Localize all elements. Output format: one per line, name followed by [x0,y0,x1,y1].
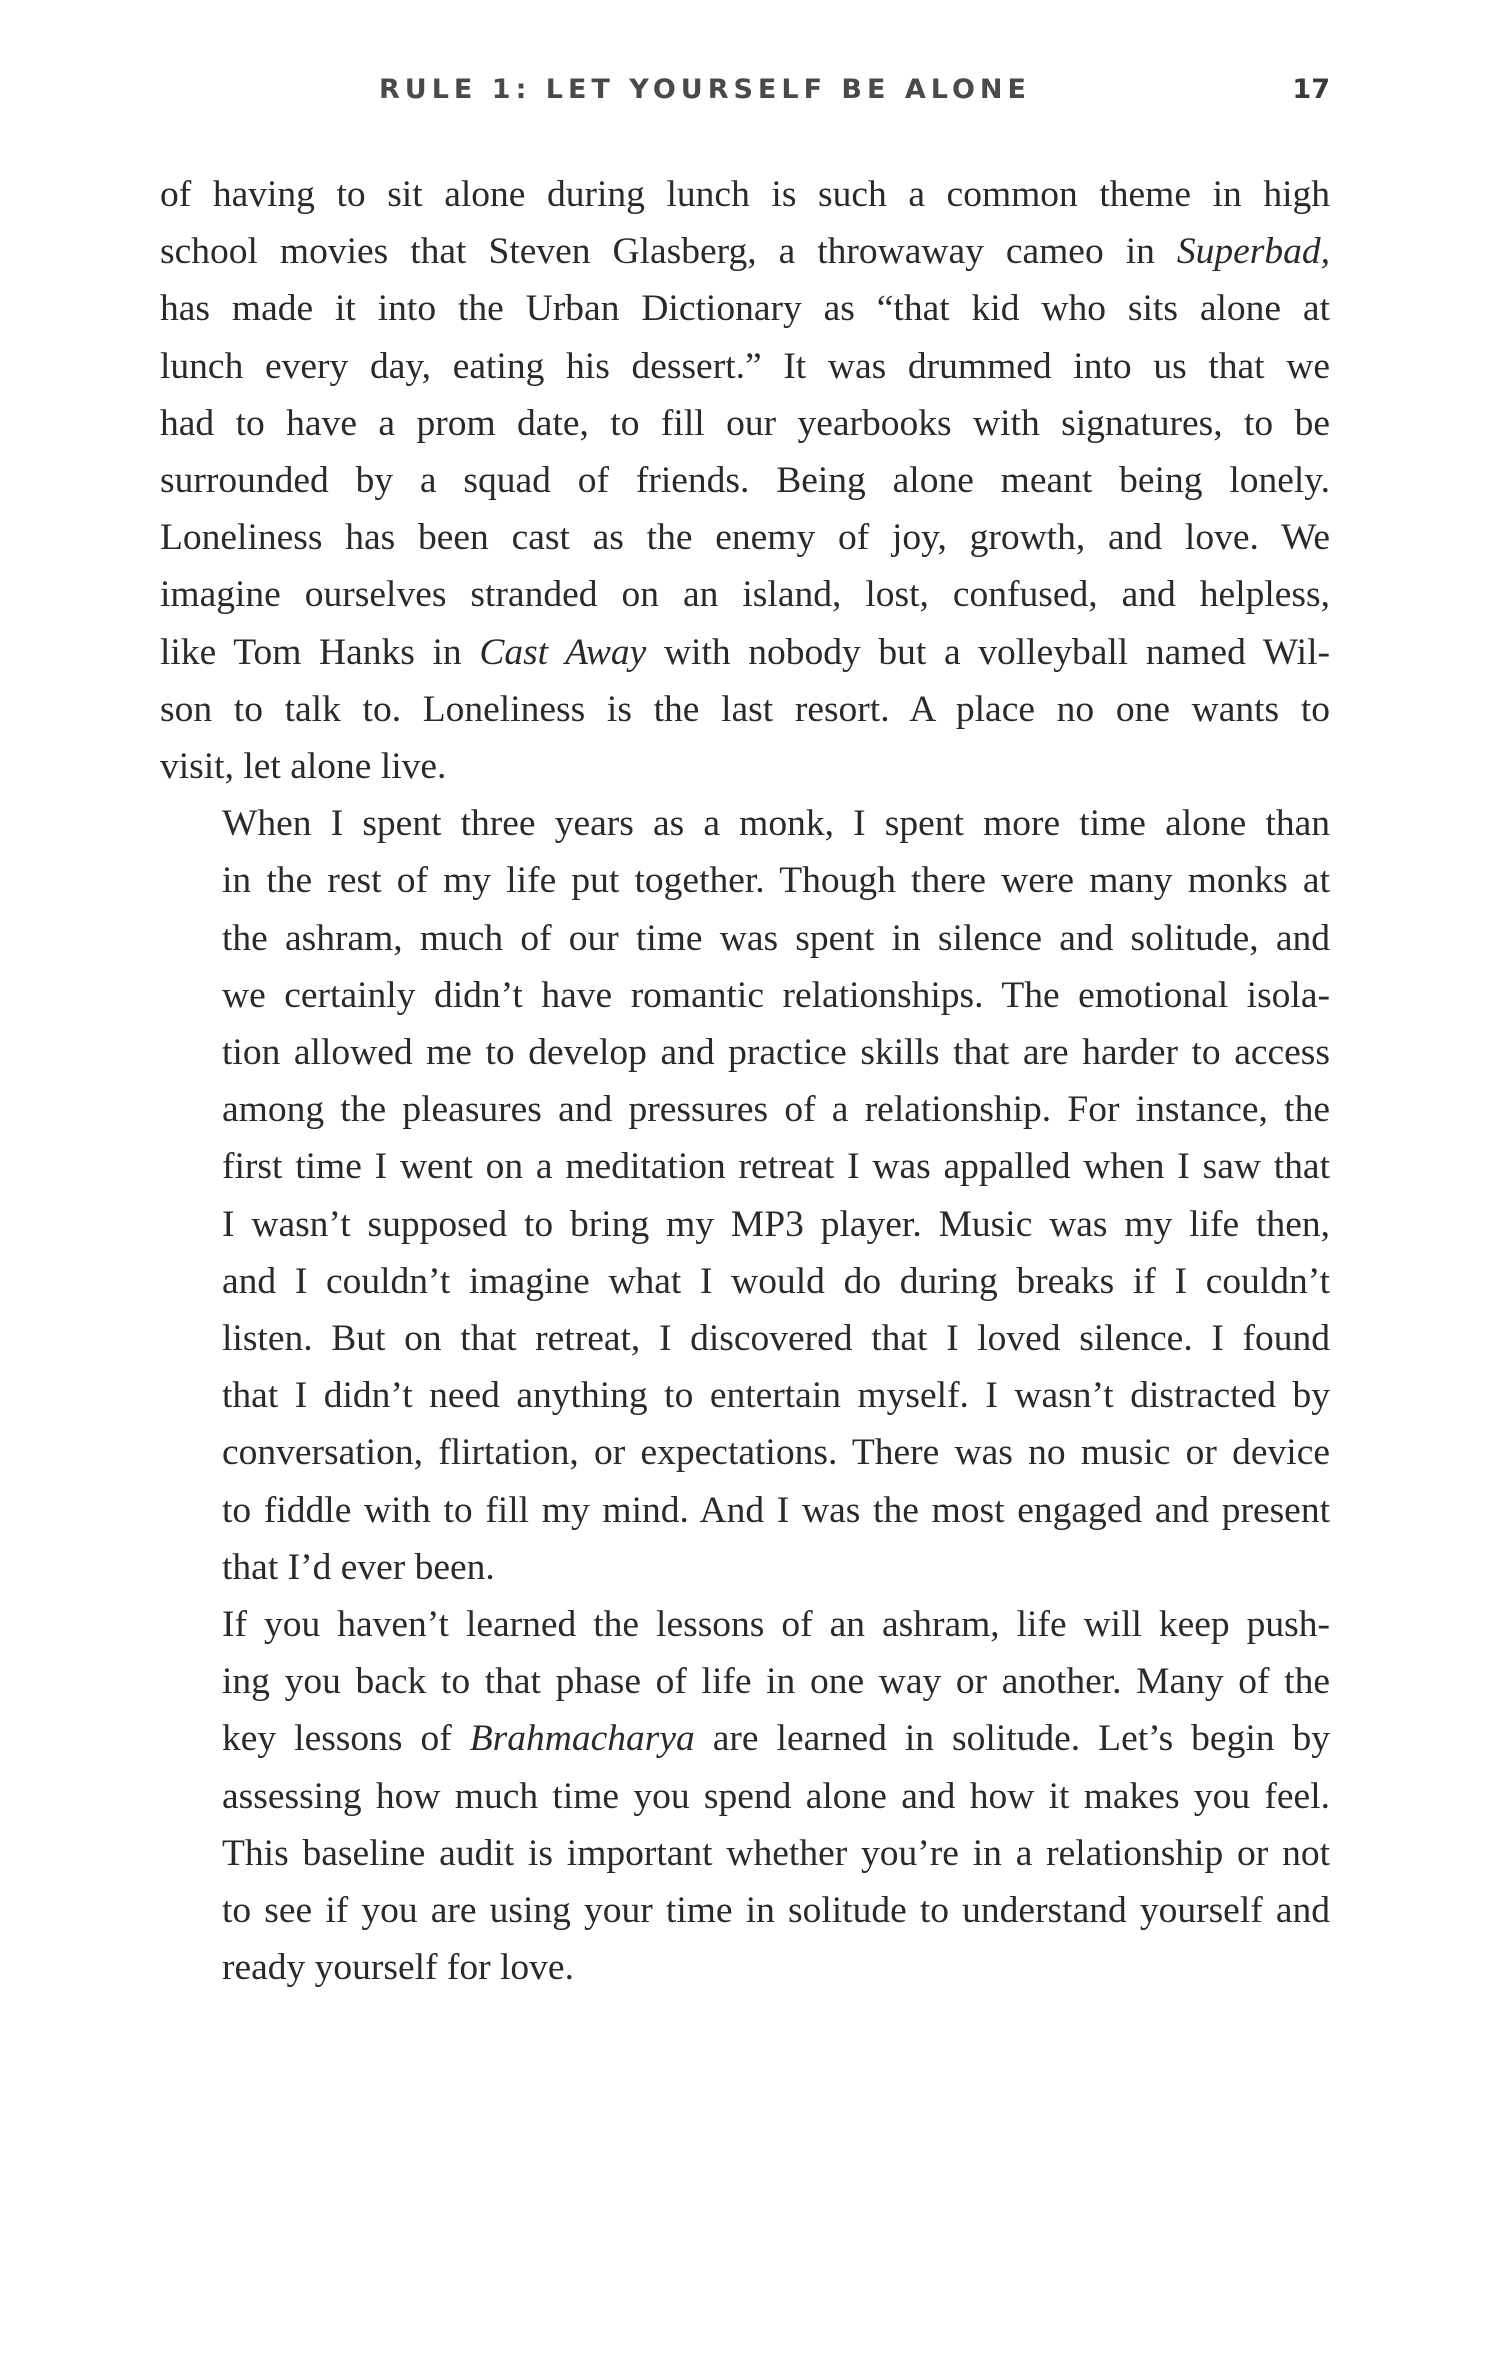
text-line: we certainly didn’t have romantic relationships. The emotional isola- [222,974,1330,1016]
text-line: assessing how much time you spend alone and how it makes you feel. [222,1775,1330,1817]
text-line: If you haven’t learned the lessons of an ashram, life will keep push- [222,1604,1330,1646]
text-line: Loneliness has been cast as the enemy of joy, growth, and love. We [160,517,1330,559]
text-line: lunch every day, eating his dessert.” It was drummed into us that we [160,345,1330,387]
text-line: of having to sit alone during lunch is such a common theme in high [160,174,1330,215]
running-head [160,74,1330,114]
text-line: school movies that Steven Glasberg, a throwaway cameo in Superbad, [160,231,1330,273]
text-line: visit, let alone live. [160,746,447,788]
text-line: This baseline audit is important whether you’re in a relationship or not [222,1832,1330,1874]
text-line: in the rest of my life put together. Though there were many monks at [222,860,1330,902]
text-line: listen. But on that retreat, I discovered that I loved silence. I found [222,1318,1330,1360]
paragraph-2 [160,795,1330,1596]
body-text [160,166,1330,1997]
page-number: 17 [1292,74,1330,105]
text-line: first time I went on a meditation retreat I was appalled when I saw that [222,1146,1330,1188]
text-line: ready yourself for love. [222,1947,574,1989]
text-line: like Tom Hanks in Cast Away with nobody but a volleyball named Wil- [160,631,1330,673]
text-line: that I’d ever been. [222,1546,495,1588]
text-line: among the pleasures and pressures of a relationship. For instance, the [222,1089,1330,1131]
text-line: that I didn’t need anything to entertain myself. I wasn’t distracted by [222,1375,1330,1417]
text-line: tion allowed me to develop and practice skills that are harder to access [222,1032,1330,1074]
text-line: had to have a prom date, to fill our yearbooks with signatures, to be [160,402,1330,444]
paragraph-1 [160,166,1330,795]
text-line: son to talk to. Loneliness is the last resort. A place no one wants to [160,688,1330,730]
paragraph-3 [160,1596,1330,1996]
text-line: and I couldn’t imagine what I would do during breaks if I couldn’t [222,1260,1330,1302]
text-line: the ashram, much of our time was spent in silence and solitude, and [222,917,1330,959]
text-line: ing you back to that phase of life in one way or another. Many of the [222,1661,1330,1703]
text-line: key lessons of Brahmacharya are learned in solitude. Let’s begin by [222,1718,1330,1760]
text-line: I wasn’t supposed to bring my MP3 player. Music was my life then, [222,1203,1330,1245]
text-line: has made it into the Urban Dictionary as “that kid who sits alone at [160,288,1330,330]
running-title: RULE 1: LET YOURSELF BE ALONE [379,74,1031,105]
text-line: conversation, flirtation, or expectations. There was no music or device [222,1432,1330,1474]
text-line: When I spent three years as a monk, I spent more time alone than [222,803,1330,845]
text-line: to fiddle with to fill my mind. And I was the most engaged and present [222,1489,1330,1531]
text-line: to see if you are using your time in solitude to understand yourself and [222,1890,1330,1932]
text-line: surrounded by a squad of friends. Being alone meant being lonely. [160,460,1330,502]
text-line: imagine ourselves stranded on an island, lost, confused, and helpless, [160,574,1330,616]
